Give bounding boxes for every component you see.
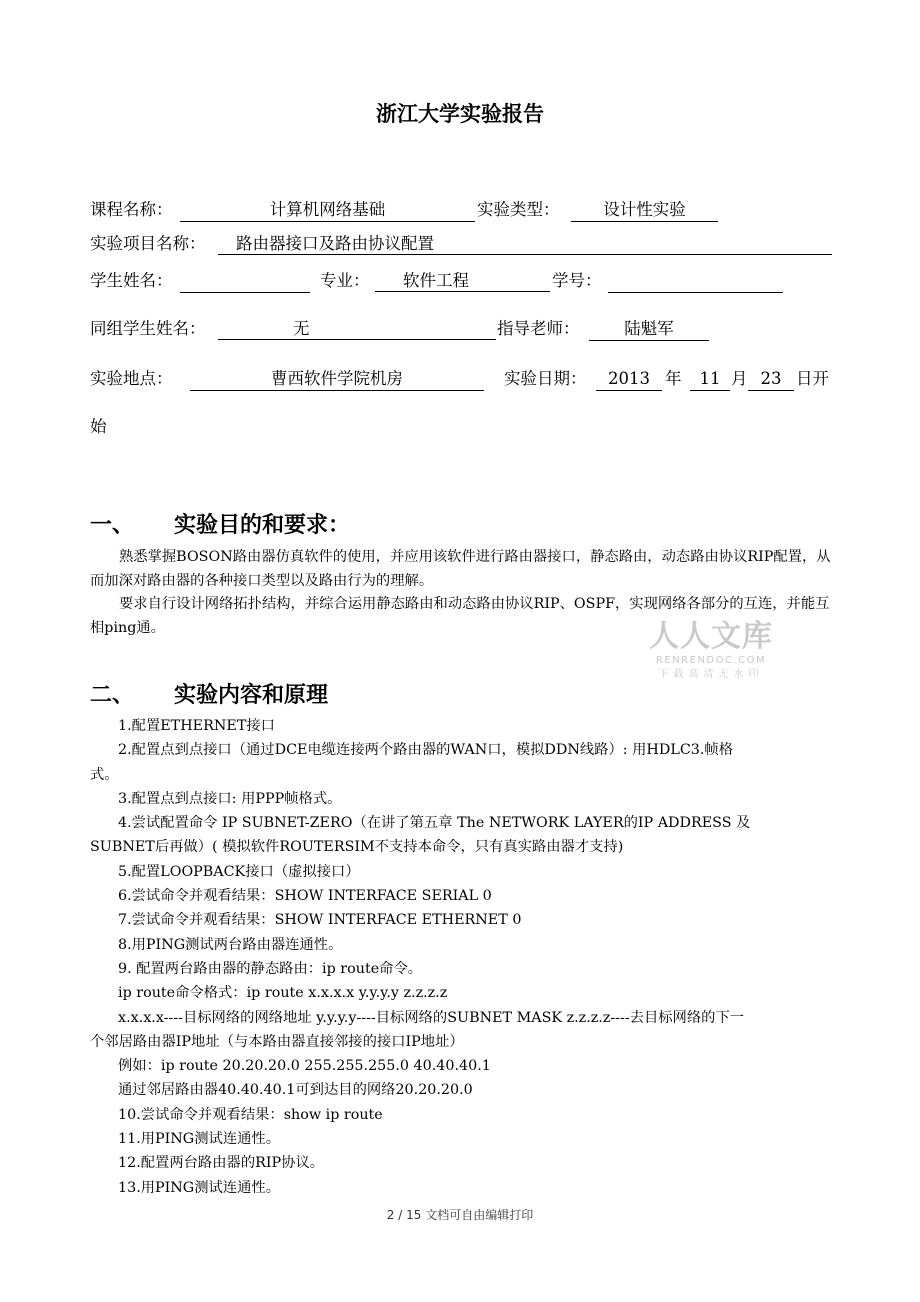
list-item: 1.配置ETHERNET接口 <box>118 718 275 734</box>
day-value: 23 <box>748 368 794 391</box>
project-value: 路由器接口及路由协议配置 <box>218 233 832 255</box>
type-label: 实验类型： <box>477 200 560 219</box>
list-item: 2.配置点到点接口（通过DCE电缆连接两个路由器的WAN口，模拟DDN线路）: 用HDLC3.帧格 <box>118 742 733 759</box>
group-label: 同组学生姓名： <box>90 319 206 338</box>
list-item: 13.用PING测试连通性。 <box>118 1179 281 1196</box>
watermark-title: 人人文库 <box>649 619 773 654</box>
location-value: 曹西软件学院机房 <box>190 368 484 391</box>
watermark-slogan: 下载高清无水印 <box>658 669 764 680</box>
month-value: 11 <box>690 368 730 391</box>
course-label: 课程名称： <box>90 200 173 219</box>
section1-para2: 要求自行设计网络拓扑结构，并综合运用静态路由和动态路由协议RIP、OSPF，实现网络各部分的互连，并能互相ping通。 <box>90 596 830 636</box>
group-value: 无 <box>218 318 496 340</box>
teacher-value: 陆魁军 <box>589 318 709 341</box>
list-item: SUBNET后再做）( 模拟软件ROUTERSIM不支持本命令，只有真实路由器才支持) <box>90 839 624 856</box>
day-unit: 日开 <box>796 369 829 388</box>
list-item: 4.尝试配置命令 IP SUBNET-ZERO（在讲了第五章 The NETWORK LAYER的IP ADDRESS 及 <box>118 815 751 832</box>
section2-list <box>90 714 834 1200</box>
list-item: 11.用PING测试连通性。 <box>118 1131 281 1148</box>
year-value: 2013 <box>596 368 662 391</box>
location-label: 实验地点： <box>90 369 173 388</box>
course-value: 计算机网络基础 <box>180 199 475 222</box>
section2-number: 二、 <box>90 683 135 708</box>
section2-heading <box>90 678 328 709</box>
student-value <box>180 270 310 293</box>
list-item: 通过邻居路由器40.40.40.1可到达目的网络20.20.20.0 <box>118 1082 473 1099</box>
date-tail: 始 <box>90 417 107 436</box>
list-item: x.x.x.x----目标网络的网络地址 y.y.y.y----目标网络的SUBNET MASK z.z.z.z----去目标网络的下一 <box>118 1009 745 1026</box>
student-label: 学生姓名： <box>90 271 173 290</box>
section2-title: 实验内容和原理 <box>174 683 329 708</box>
date-label: 实验日期： <box>504 369 587 388</box>
year-unit: 年 <box>665 369 682 388</box>
list-item: 8.用PING测试两台路由器连通性。 <box>118 936 343 953</box>
list-item: 10.尝试命令并观看结果：show ip route <box>118 1106 383 1123</box>
list-item: 6.尝试命令并观看结果：SHOW INTERFACE SERIAL 0 <box>118 888 492 905</box>
month-unit: 月 <box>731 369 748 388</box>
id-value <box>608 270 783 293</box>
type-value: 设计性实验 <box>571 199 718 222</box>
major-label: 专业： <box>320 271 370 290</box>
list-item: ip route命令格式：ip route x.x.x.x y.y.y.y z.z.z.z <box>118 985 448 1002</box>
page-footer: 2 / 15 文档可自由编辑打印 <box>386 1208 534 1222</box>
section1-para1: 熟悉掌握BOSON路由器仿真软件的使用，并应用该软件进行路由器接口，静态路由，动态路由协议RIP配置，从而加深对路由器的各种接口类型以及路由行为的理解。 <box>90 549 831 589</box>
project-label: 实验项目名称： <box>90 234 206 253</box>
list-item: 例如：ip route 20.20.20.0 255.255.255.0 40.40.40.1 <box>118 1058 491 1075</box>
watermark-url: RENRENDOC.COM <box>655 655 767 666</box>
list-item: 9. 配置两台路由器的静态路由：ip route命令。 <box>118 960 423 977</box>
watermark <box>646 620 776 682</box>
list-item: 5.配置LOOPBACK接口（虚拟接口） <box>118 863 360 880</box>
major-value: 软件工程 <box>375 270 550 292</box>
section1-heading <box>90 508 350 539</box>
report-title: 浙江大学实验报告 <box>376 102 544 126</box>
teacher-label: 指导老师： <box>497 319 580 338</box>
list-item: 式。 <box>90 766 119 783</box>
list-item: 7.尝试命令并观看结果：SHOW INTERFACE ETHERNET 0 <box>118 912 522 929</box>
list-item: 12.配置两台路由器的RIP协议。 <box>118 1155 325 1172</box>
id-label: 学号： <box>552 271 602 290</box>
section1-number: 一、 <box>90 513 135 538</box>
list-item: 个邻居路由器IP地址（与本路由器直接邻接的接口IP地址） <box>90 1033 464 1050</box>
section1-title: 实验目的和要求： <box>174 513 351 538</box>
list-item: 3.配置点到点接口: 用PPP帧格式。 <box>118 790 342 807</box>
